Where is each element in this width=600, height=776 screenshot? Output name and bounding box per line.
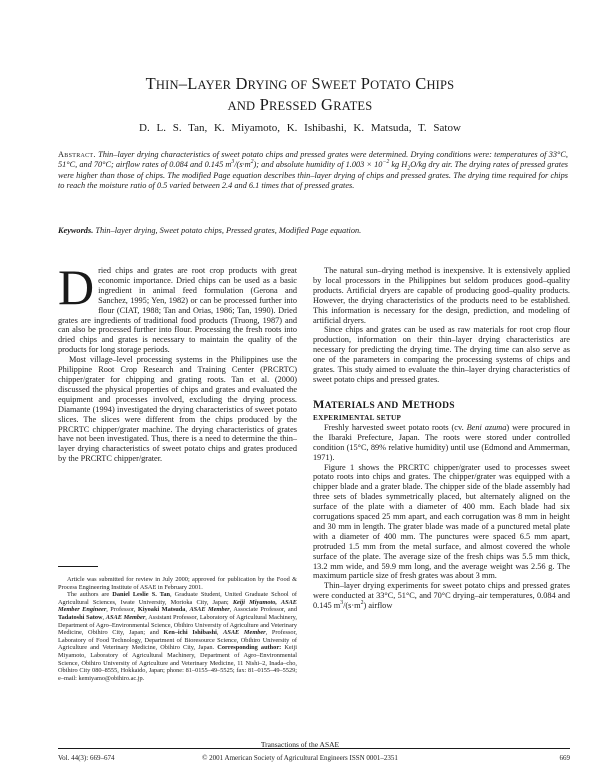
subheading-experimental-setup: EXPERIMENTAL SETUP: [313, 413, 402, 422]
journal-name: Transactions of the ASAE: [260, 740, 340, 749]
section-heading-materials-methods: MATERIALS AND METHODS: [313, 396, 455, 411]
title-line-2: [0, 95, 600, 116]
body-paragraph-sun-drying: The natural sun–drying method is inexpensive. It is extensively applied by local processors in the Philippines but seldom produces good–quality products. Artificial dryers are capable of producing good–quality products. However, the drying characteristics of the products need to be established. This information is necessary for the design, prediction, and modeling of artificial dryers.: [313, 266, 570, 325]
title-text: –L: [178, 74, 198, 93]
title-text: RYING OF: [247, 78, 308, 92]
keywords-label: Keywords.: [58, 226, 94, 235]
intro-paragraph-2: Most village–level processing systems in the Philippines use the Philippine Root Crop Research and Training Center (PRCRTC) chipper/grater for chipping and grating roots. Tan et al. (2000) discussed the physical properties of chips and grates and evaluated the equipment and processes involved, excluding the drying process. Diamante (1994) investigated the drying characteristics of sweet potato slices. The slices were different from the chips produced by the PRCRTC chipper/grater machine. The drying characteristics of grates have not been investigated. Thus, there is a need to determine the thin–layer drying characteristics of sweet potato chips and grates produced by the PRCRTC chipper/grater.: [58, 355, 297, 464]
title-text: T: [145, 74, 156, 93]
author-footnote: [58, 576, 297, 682]
right-column: [313, 266, 570, 611]
body-paragraph-experiments: Thin–layer drying experiments for sweet potato chips and pressed grates were conducted at 33°C, 51°C, and 70°C drying–air temperatures, 0.084 and 0.145 $m^3/(s\cdot m^2)$ airflow: [313, 581, 570, 611]
body-paragraph-roots: Freshly harvested sweet potato roots (cv. Beni azuma) were procured in the Ibaraki Prefecture, Japan. The roots were stored under controlled condition (15°C, 89% relative humidity) until use (Edmond and Ammerman, 1971).: [313, 422, 570, 462]
abstract-text: Thin–layer drying characteristics of sweet potato chips and pressed grates were determined. Drying conditions were: temperatures of 33°C, 51°C, and 70°C; airflow rates of 0.084 and 0.145 $m^3/(s\cdot m^2)$; and absolute humidity of $1.003 \times 10^{-2}$ kg $H_2O/kg$ dry air. The drying rates of pressed grates were higher than those of chips. The modified Page equation describes thin–layer drying of chips and pressed grates. The drying time required for chips to reach the moisture ratio of 0.5 varied between 2.4 and 6.1 times that of pressed grates.: [58, 150, 568, 191]
volume-info: Vol. 44(3): 669–674: [58, 754, 115, 762]
left-column: [58, 259, 297, 464]
copyright-notice: © 2001 American Society of Agricultural Engineers ISSN 0001–2351: [202, 754, 398, 762]
abstract: [58, 150, 568, 192]
title-text: HIPS: [426, 78, 455, 92]
title-line-1: [0, 74, 600, 95]
author-list: D. L. S. Tan, K. Miyamoto, K. Ishibashi, K. Matsuda, T. Satow: [139, 122, 461, 134]
title-text: C: [410, 74, 427, 93]
keywords-text: Thin–layer drying, Sweet potato chips, Pressed grates, Modified Page equation.: [93, 226, 362, 235]
title-text: S: [307, 74, 321, 93]
title-text: AND: [227, 99, 256, 113]
title-text: RESSED: [268, 99, 317, 113]
footnote-affiliations: The authors are Daniel Leslie S. Tan, Graduate Student, United Graduate School of Agricultural Sciences, Iwate University, Morioka City, Japan; Keiji Miyamoto, ASAE Member Engineer, Professor, Kiyoaki Matsuda, ASAE Member, Associate Professor, and Tadatoshi Satow, ASAE Member, Assistant Professor, Laboratory of Agricultural Machinery, Department of Agro–Environmental Science, Obihiro University of Agriculture and Veterinary Medicine, Obihiro City, Japan; and Ken–ichi Ishibashi, ASAE Member, Professor, Laboratory of Food Technology, Department of Bioresource Science, Obihiro University of Agriculture and Veterinary Medicine, Obihiro City, Japan. Corresponding author: Keiji Miyamoto, Laboratory of Agricultural Machinery, Department of Agro–Environmental Science, Obihiro University of Agriculture and Veterinary Medicine, 11 Nishi–2, Inada–cho, Obihiro City 080–8555, Hokkaido, Japan; phone: 81–0155–49–5525; fax: 81–0155–49–5529; e–mail: kemiyamo@obihiro.ac.jp.: [58, 591, 297, 682]
title-text: G: [316, 95, 334, 114]
title-text: RATES: [333, 99, 373, 113]
footnote-divider: [58, 566, 98, 567]
intro-paragraph-1: Dried chips and grates are root crop products with great economic importance. Dried chips can be used as a basic ingredient in animal feed formulation (Gerona and Sanchez, 1995; Yen, 1982) or can be processed further into flour (CIAT, 1988; Tan and Orias, 1986; Tan, 1990). Dried grates are ingredients of traditional food products (Truong, 1987) and can also be processed further into flour. Processing the fresh roots into dried chips and grates is necessary to maintain the quality of the products for long storage periods.: [58, 259, 297, 355]
footnote-submission: Article was submitted for review in July 2000; approved for publication by the Food & Process Engineering Institute of ASAE in February 2001.: [58, 576, 297, 591]
title-text: HIN: [155, 78, 179, 92]
title-text: D: [231, 74, 248, 93]
title-text: OTATO: [370, 78, 411, 92]
abstract-label: Abstract.: [58, 150, 96, 159]
title-text: AYER: [197, 78, 232, 92]
title-text: P: [255, 95, 269, 114]
page-number: 669: [559, 754, 570, 762]
title-text: P: [356, 74, 371, 93]
body-paragraph-chipper: Figure 1 shows the PRCRTC chipper/grater used to processes sweet potato roots into chips and grates. The chipper/grater was equipped with a chipper blade and a grater blade. The chipper side of the blade assembly had three sets of blades symmetrically placed, but alternately aligned on the surface of the plate with a diameter of 400 mm. Each blade had six corrugations spaced 25 mm apart, and each corrugation was 8 mm in height and 30 mm in length. The grater blade was made of a punctured metal plate with a diameter of 400 mm. The punctures were spaced 6.5 mm apart, protruded 1.5 mm from the metal surface, and almost covered the whole surface of the plate. The average size of the fresh chips was 5.5 mm thick, 13.2 mm wide, and 59.9 mm long, and the average weight was 2.56 g. The maximum particle size of fresh grates was about 3 mm.: [313, 462, 570, 581]
title-text: WEET: [320, 78, 357, 92]
footer-divider: [58, 748, 570, 749]
keywords: [58, 226, 568, 236]
paper-title: [0, 74, 600, 116]
drop-cap: D: [58, 259, 95, 315]
body-paragraph-aim: Since chips and grates can be used as raw materials for root crop flour production, information on their thin–layer drying characteristics are necessary for predicting the drying time. The drying time can also serve as one of the parameters in comparing the processing systems of chips and grates. This study aimed to evaluate the thin–layer drying characteristics of sweet potato chips and pressed grates.: [313, 325, 570, 384]
